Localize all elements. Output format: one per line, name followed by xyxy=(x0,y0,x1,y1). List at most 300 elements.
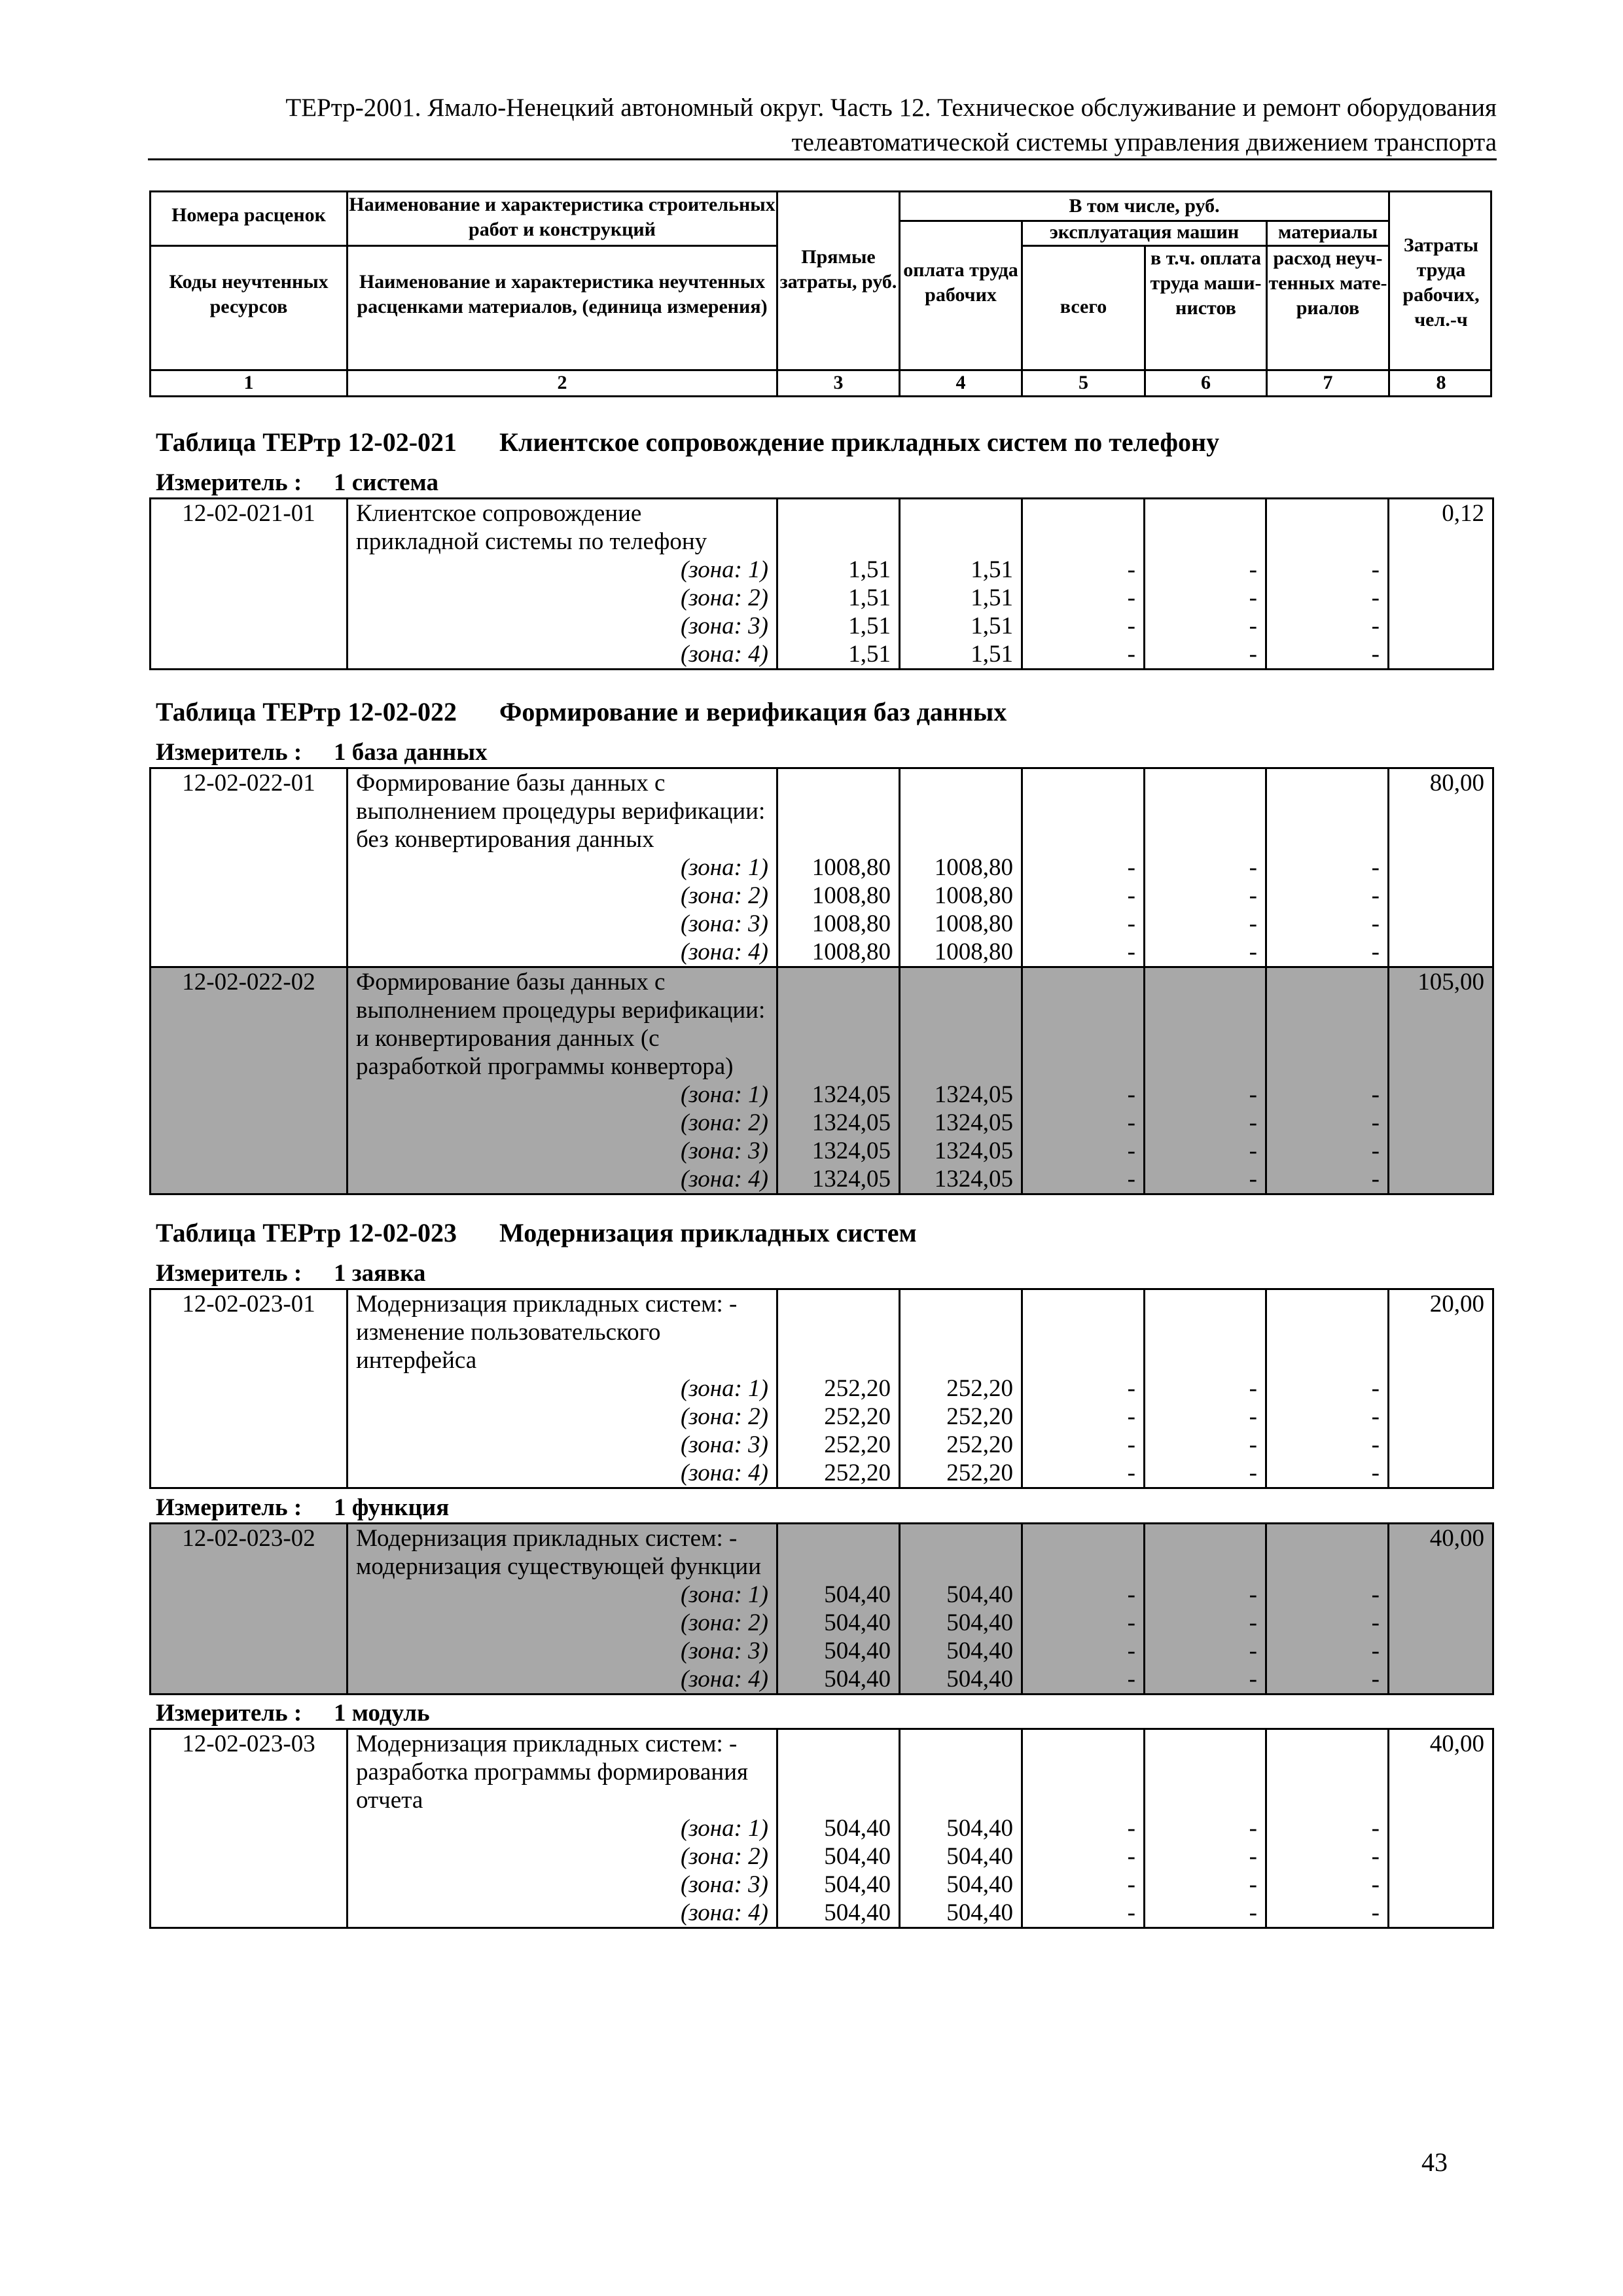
empty-cell xyxy=(777,825,900,853)
zone-label: (зона: 2) xyxy=(348,1109,777,1137)
empty-cell xyxy=(777,1729,900,1759)
unit-value: 1 функция xyxy=(334,1494,450,1521)
empty-cell xyxy=(900,768,1022,798)
zone-label: (зона: 3) xyxy=(348,910,777,938)
materials-use: - xyxy=(1266,1637,1389,1665)
rate-code-cell xyxy=(151,825,348,853)
rate-description-line: Формирование базы данных с xyxy=(348,967,777,997)
empty-cell xyxy=(1389,1899,1493,1928)
labor-pay: 1324,05 xyxy=(900,1081,1022,1109)
rate-code-cell xyxy=(151,1431,348,1459)
empty-cell xyxy=(777,1052,900,1081)
direct-cost: 504,40 xyxy=(777,1637,900,1665)
machines-total: - xyxy=(1022,1374,1145,1403)
machines-total: - xyxy=(1022,1899,1145,1928)
machinist-pay: - xyxy=(1145,1814,1266,1842)
rate-description-line: модернизация существующей функции xyxy=(348,1552,777,1581)
rate-code-cell xyxy=(151,1871,348,1899)
zone-row xyxy=(151,556,1493,584)
direct-cost: 1324,05 xyxy=(777,1165,900,1194)
rate-description-line: выполнением процедуры верификации: xyxy=(348,797,777,825)
empty-cell xyxy=(1145,825,1266,853)
section-code: Таблица ТЕРтр 12-02-023 xyxy=(156,1218,457,1247)
direct-cost: 504,40 xyxy=(777,1899,900,1928)
empty-cell xyxy=(1022,1024,1145,1052)
empty-cell xyxy=(1389,1871,1493,1899)
direct-cost: 1,51 xyxy=(777,556,900,584)
unit-label: Измеритель : xyxy=(156,1494,302,1521)
direct-cost: 1324,05 xyxy=(777,1109,900,1137)
empty-cell xyxy=(1145,1524,1266,1553)
direct-cost: 504,40 xyxy=(777,1842,900,1871)
direct-cost: 1324,05 xyxy=(777,1137,900,1165)
col-material-use: расход неуч-тенных мате-риалов xyxy=(1268,247,1387,319)
section-name: Модернизация прикладных систем xyxy=(499,1218,917,1247)
col-number-3: 3 xyxy=(833,372,844,393)
materials-use: - xyxy=(1266,556,1389,584)
materials-use: - xyxy=(1266,1109,1389,1137)
item-row xyxy=(151,1729,1493,1759)
rate-code-cell xyxy=(151,1609,348,1637)
unit-value: 1 база данных xyxy=(334,739,488,766)
empty-cell xyxy=(1145,1758,1266,1786)
rate-description-line: Модернизация прикладных систем: - xyxy=(348,1729,777,1759)
zone-label: (зона: 3) xyxy=(348,1637,777,1665)
empty-cell xyxy=(1389,938,1493,967)
zone-label: (зона: 2) xyxy=(348,584,777,612)
materials-use: - xyxy=(1266,910,1389,938)
machines-total: - xyxy=(1022,1637,1145,1665)
zone-label: (зона: 4) xyxy=(348,640,777,670)
rate-code-cell xyxy=(151,1374,348,1403)
rate-code-cell xyxy=(151,1758,348,1786)
zone-label: (зона: 4) xyxy=(348,938,777,967)
empty-cell xyxy=(1389,853,1493,882)
labor-pay: 504,40 xyxy=(900,1581,1022,1609)
labor-cost: 80,00 xyxy=(1389,768,1493,798)
empty-cell xyxy=(1145,1024,1266,1052)
empty-cell xyxy=(1145,996,1266,1024)
machines-total: - xyxy=(1022,1081,1145,1109)
machines-total: - xyxy=(1022,1814,1145,1842)
materials-use: - xyxy=(1266,1165,1389,1194)
machines-total: - xyxy=(1022,1459,1145,1488)
rate-description-line: Модернизация прикладных систем: - xyxy=(348,1289,777,1319)
machinist-pay: - xyxy=(1145,1842,1266,1871)
zone-row xyxy=(151,1403,1493,1431)
machines-total: - xyxy=(1022,640,1145,670)
empty-cell xyxy=(1389,1109,1493,1137)
page-number: 43 xyxy=(1421,2147,1448,2177)
labor-pay: 504,40 xyxy=(900,1842,1022,1871)
direct-cost: 1,51 xyxy=(777,640,900,670)
empty-cell xyxy=(1022,825,1145,853)
materials-use: - xyxy=(1266,938,1389,967)
zone-row xyxy=(151,1871,1493,1899)
labor-pay: 1324,05 xyxy=(900,1137,1022,1165)
empty-cell xyxy=(1266,1318,1389,1346)
machines-total: - xyxy=(1022,938,1145,967)
rate-code-cell xyxy=(151,1814,348,1842)
empty-cell xyxy=(1145,528,1266,556)
empty-cell xyxy=(1266,768,1389,798)
zone-row xyxy=(151,938,1493,967)
empty-cell xyxy=(900,996,1022,1024)
empty-cell xyxy=(900,1524,1022,1553)
labor-pay: 504,40 xyxy=(900,1899,1022,1928)
machinist-pay: - xyxy=(1145,1609,1266,1637)
rate-code-cell xyxy=(151,910,348,938)
empty-cell xyxy=(1145,797,1266,825)
item-row xyxy=(151,1524,1493,1553)
rate-code-cell xyxy=(151,1165,348,1194)
materials-use: - xyxy=(1266,1871,1389,1899)
labor-pay: 504,40 xyxy=(900,1637,1022,1665)
machinist-pay: - xyxy=(1145,556,1266,584)
empty-cell xyxy=(1022,797,1145,825)
item-row xyxy=(151,967,1493,997)
empty-cell xyxy=(900,1346,1022,1374)
direct-cost: 504,40 xyxy=(777,1871,900,1899)
empty-cell xyxy=(1266,996,1389,1024)
empty-cell xyxy=(1022,1346,1145,1374)
zone-row xyxy=(151,1137,1493,1165)
zone-row xyxy=(151,1814,1493,1842)
empty-cell xyxy=(900,1024,1022,1052)
zone-row xyxy=(151,1081,1493,1109)
empty-cell xyxy=(900,1786,1022,1814)
rate-description-line: выполнением процедуры верификации: xyxy=(348,996,777,1024)
rate-code-cell xyxy=(151,938,348,967)
zone-row xyxy=(151,910,1493,938)
zone-row xyxy=(151,1665,1493,1695)
empty-cell xyxy=(1266,825,1389,853)
item-row xyxy=(151,1289,1493,1319)
rate-code-cell xyxy=(151,528,348,556)
rate-code-cell xyxy=(151,1109,348,1137)
empty-cell xyxy=(1389,528,1493,556)
zone-label: (зона: 3) xyxy=(348,612,777,640)
empty-cell xyxy=(1266,797,1389,825)
machines-total: - xyxy=(1022,1109,1145,1137)
rate-description-line: и конвертирования данных (с xyxy=(348,1024,777,1052)
rate-description-line: прикладной системы по телефону xyxy=(348,528,777,556)
machinist-pay: - xyxy=(1145,938,1266,967)
rate-code-cell xyxy=(151,853,348,882)
rate-code-cell xyxy=(151,1786,348,1814)
empty-cell xyxy=(1022,1758,1145,1786)
col-number-1: 1 xyxy=(243,372,254,393)
zone-label: (зона: 4) xyxy=(348,1165,777,1194)
unit-label: Измеритель : xyxy=(156,1260,302,1287)
rate-code-cell xyxy=(151,882,348,910)
empty-cell xyxy=(1389,640,1493,670)
col-resource-codes: Коды неучтенных ресурсов xyxy=(169,271,329,317)
machines-total: - xyxy=(1022,556,1145,584)
empty-cell xyxy=(900,967,1022,997)
item-row xyxy=(151,1318,1493,1346)
unit-line xyxy=(156,738,488,766)
rate-code-cell xyxy=(151,1842,348,1871)
column-header xyxy=(149,190,1492,397)
materials-use: - xyxy=(1266,584,1389,612)
empty-cell xyxy=(777,1552,900,1581)
col-machinist-pay: в т.ч. оплата труда маши-нистов xyxy=(1150,247,1262,319)
empty-cell xyxy=(1389,825,1493,853)
rate-code-cell xyxy=(151,640,348,670)
labor-cost: 40,00 xyxy=(1389,1524,1493,1553)
empty-cell xyxy=(1389,1318,1493,1346)
rate-code: 12-02-022-02 xyxy=(151,967,348,997)
machines-total: - xyxy=(1022,1842,1145,1871)
empty-cell xyxy=(1266,1729,1389,1759)
materials-use: - xyxy=(1266,1581,1389,1609)
header-rule xyxy=(148,158,1497,160)
rate-code-cell xyxy=(151,1637,348,1665)
empty-cell xyxy=(1022,1289,1145,1319)
empty-cell xyxy=(1145,768,1266,798)
col-number-7: 7 xyxy=(1323,372,1333,393)
empty-cell xyxy=(900,528,1022,556)
zone-row xyxy=(151,853,1493,882)
materials-use: - xyxy=(1266,1459,1389,1488)
rate-code-cell xyxy=(151,1581,348,1609)
item-row xyxy=(151,1758,1493,1786)
direct-cost: 504,40 xyxy=(777,1581,900,1609)
labor-pay: 1,51 xyxy=(900,640,1022,670)
rate-code-cell xyxy=(151,797,348,825)
rate-code: 12-02-022-01 xyxy=(151,768,348,798)
empty-cell xyxy=(1389,882,1493,910)
empty-cell xyxy=(900,1289,1022,1319)
running-header-line-2: телеавтоматической системы управления движением транспорта xyxy=(791,128,1497,156)
machinist-pay: - xyxy=(1145,1137,1266,1165)
col-number-6: 6 xyxy=(1201,372,1211,393)
labor-pay: 1008,80 xyxy=(900,853,1022,882)
machinist-pay: - xyxy=(1145,1109,1266,1137)
zone-row xyxy=(151,1165,1493,1194)
section-code: Таблица ТЕРтр 12-02-022 xyxy=(156,697,457,726)
empty-cell xyxy=(1022,1552,1145,1581)
item-row xyxy=(151,996,1493,1024)
zone-label: (зона: 1) xyxy=(348,556,777,584)
machines-total: - xyxy=(1022,1403,1145,1431)
zone-row xyxy=(151,584,1493,612)
empty-cell xyxy=(1266,1289,1389,1319)
machinist-pay: - xyxy=(1145,1374,1266,1403)
labor-pay: 504,40 xyxy=(900,1871,1022,1899)
labor-cost: 40,00 xyxy=(1389,1729,1493,1759)
empty-cell xyxy=(1145,1318,1266,1346)
empty-cell xyxy=(1022,1786,1145,1814)
rate-table xyxy=(149,1288,1494,1489)
empty-cell xyxy=(1389,1758,1493,1786)
empty-cell xyxy=(777,1024,900,1052)
empty-cell xyxy=(1389,797,1493,825)
zone-row xyxy=(151,1609,1493,1637)
labor-cost: 105,00 xyxy=(1389,967,1493,997)
empty-cell xyxy=(1389,584,1493,612)
zone-label: (зона: 3) xyxy=(348,1431,777,1459)
empty-cell xyxy=(1266,528,1389,556)
machines-total: - xyxy=(1022,1871,1145,1899)
empty-cell xyxy=(777,1289,900,1319)
rate-code: 12-02-023-03 xyxy=(151,1729,348,1759)
zone-label: (зона: 2) xyxy=(348,882,777,910)
machinist-pay: - xyxy=(1145,910,1266,938)
direct-cost: 504,40 xyxy=(777,1665,900,1695)
empty-cell xyxy=(1266,1758,1389,1786)
machinist-pay: - xyxy=(1145,882,1266,910)
section-title-021 xyxy=(156,427,1219,457)
empty-cell xyxy=(1022,996,1145,1024)
empty-cell xyxy=(1266,1552,1389,1581)
machines-total: - xyxy=(1022,1165,1145,1194)
empty-cell xyxy=(777,996,900,1024)
labor-pay: 252,20 xyxy=(900,1459,1022,1488)
materials-use: - xyxy=(1266,1814,1389,1842)
materials-use: - xyxy=(1266,882,1389,910)
empty-cell xyxy=(1145,1729,1266,1759)
empty-cell xyxy=(1266,1346,1389,1374)
empty-cell xyxy=(777,1758,900,1786)
rate-table xyxy=(149,1522,1494,1695)
col-number-8: 8 xyxy=(1436,372,1446,393)
unit-value: 1 модуль xyxy=(334,1700,430,1727)
empty-cell xyxy=(1389,1609,1493,1637)
labor-pay: 1324,05 xyxy=(900,1165,1022,1194)
empty-cell xyxy=(1389,1081,1493,1109)
empty-cell xyxy=(1266,967,1389,997)
direct-cost: 504,40 xyxy=(777,1609,900,1637)
zone-label: (зона: 2) xyxy=(348,1403,777,1431)
empty-cell xyxy=(1389,1814,1493,1842)
machinist-pay: - xyxy=(1145,1637,1266,1665)
empty-cell xyxy=(1389,1346,1493,1374)
col-machines: эксплуатация машин xyxy=(1049,221,1240,243)
zone-row xyxy=(151,1581,1493,1609)
rate-description-line: изменение пользовательского xyxy=(348,1318,777,1346)
zone-row xyxy=(151,1899,1493,1928)
rate-code-cell xyxy=(151,996,348,1024)
labor-cost: 20,00 xyxy=(1389,1289,1493,1319)
col-name-bottom: Наименование и характеристика неучтенных расценками материалов, (единица измерения) xyxy=(357,271,768,317)
rate-code: 12-02-021-01 xyxy=(151,499,348,528)
empty-cell xyxy=(1389,1374,1493,1403)
col-name-top: Наименование и характеристика строительных работ и конструкций xyxy=(349,194,776,240)
empty-cell xyxy=(777,768,900,798)
rate-description-line: разработка программы формирования xyxy=(348,1758,777,1786)
section-title-022 xyxy=(156,696,1007,727)
materials-use: - xyxy=(1266,1899,1389,1928)
materials-use: - xyxy=(1266,1137,1389,1165)
zone-row xyxy=(151,1459,1493,1488)
empty-cell xyxy=(1145,1052,1266,1081)
machines-total: - xyxy=(1022,1609,1145,1637)
machinist-pay: - xyxy=(1145,1899,1266,1928)
machines-total: - xyxy=(1022,853,1145,882)
col-number-2: 2 xyxy=(557,372,567,393)
labor-pay: 504,40 xyxy=(900,1665,1022,1695)
zone-row xyxy=(151,1374,1493,1403)
unit-line xyxy=(156,1494,449,1522)
rate-description-line: Модернизация прикладных систем: - xyxy=(348,1524,777,1553)
rate-code-cell xyxy=(151,1052,348,1081)
rate-code-cell xyxy=(151,1137,348,1165)
rate-code-cell xyxy=(151,1459,348,1488)
empty-cell xyxy=(900,1552,1022,1581)
machinist-pay: - xyxy=(1145,1665,1266,1695)
empty-cell xyxy=(1022,967,1145,997)
empty-cell xyxy=(1389,910,1493,938)
empty-cell xyxy=(777,1346,900,1374)
direct-cost: 1008,80 xyxy=(777,882,900,910)
rate-description-line: разработкой программы конвертора) xyxy=(348,1052,777,1081)
labor-pay: 1008,80 xyxy=(900,938,1022,967)
item-row xyxy=(151,825,1493,853)
col-labor-pay: оплата труда рабочих xyxy=(903,259,1018,306)
machinist-pay: - xyxy=(1145,1871,1266,1899)
item-row xyxy=(151,1024,1493,1052)
direct-cost: 1008,80 xyxy=(777,938,900,967)
zone-label: (зона: 1) xyxy=(348,1814,777,1842)
machinist-pay: - xyxy=(1145,1431,1266,1459)
zone-label: (зона: 1) xyxy=(348,1581,777,1609)
zone-label: (зона: 1) xyxy=(348,853,777,882)
empty-cell xyxy=(1389,1024,1493,1052)
item-row xyxy=(151,499,1493,528)
machines-total: - xyxy=(1022,1665,1145,1695)
empty-cell xyxy=(1022,768,1145,798)
labor-pay: 252,20 xyxy=(900,1403,1022,1431)
empty-cell xyxy=(1266,1786,1389,1814)
empty-cell xyxy=(1389,1165,1493,1194)
materials-use: - xyxy=(1266,612,1389,640)
zone-label: (зона: 4) xyxy=(348,1459,777,1488)
zone-label: (зона: 1) xyxy=(348,1374,777,1403)
section-name: Формирование и верификация баз данных xyxy=(499,697,1007,726)
empty-cell xyxy=(1022,1524,1145,1553)
machinist-pay: - xyxy=(1145,1081,1266,1109)
rate-table xyxy=(149,497,1494,670)
empty-cell xyxy=(1266,1052,1389,1081)
direct-cost: 1,51 xyxy=(777,612,900,640)
labor-pay: 1008,80 xyxy=(900,910,1022,938)
empty-cell xyxy=(777,1318,900,1346)
labor-pay: 504,40 xyxy=(900,1609,1022,1637)
rate-code-cell xyxy=(151,1403,348,1431)
empty-cell xyxy=(1145,1786,1266,1814)
item-row xyxy=(151,797,1493,825)
zone-row xyxy=(151,1109,1493,1137)
zone-label: (зона: 1) xyxy=(348,1081,777,1109)
direct-cost: 252,20 xyxy=(777,1459,900,1488)
zone-label: (зона: 3) xyxy=(348,1871,777,1899)
zone-label: (зона: 2) xyxy=(348,1609,777,1637)
direct-cost: 1008,80 xyxy=(777,910,900,938)
empty-cell xyxy=(900,797,1022,825)
machinist-pay: - xyxy=(1145,1165,1266,1194)
empty-cell xyxy=(1145,967,1266,997)
labor-pay: 504,40 xyxy=(900,1814,1022,1842)
unit-label: Измеритель : xyxy=(156,469,302,496)
machines-total: - xyxy=(1022,584,1145,612)
machines-total: - xyxy=(1022,1431,1145,1459)
empty-cell xyxy=(1266,499,1389,528)
empty-cell xyxy=(1145,1289,1266,1319)
empty-cell xyxy=(1145,1346,1266,1374)
empty-cell xyxy=(1022,1318,1145,1346)
